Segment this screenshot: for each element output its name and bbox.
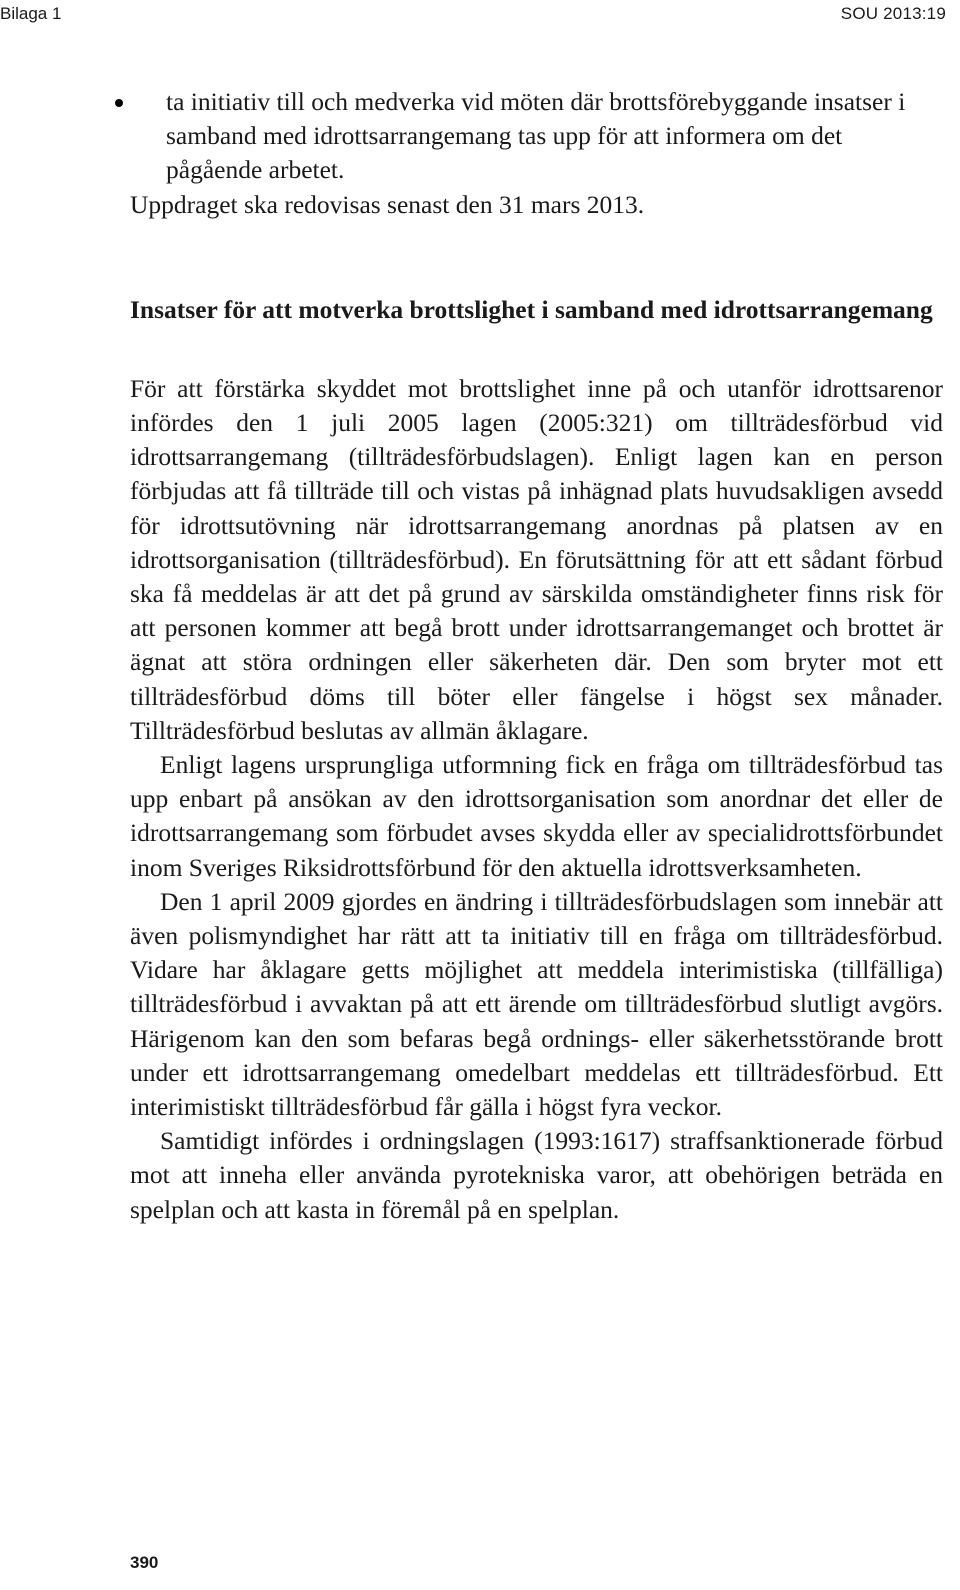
deadline-text: Uppdraget ska redovisas senast den 31 mars 2013. — [130, 189, 645, 219]
body-paragraph-4: Samtidigt infördes i ordningslagen (1993:1617) straffsanktionerade förbud mot att inneha eller använda pyrotekniska varor, att obehörigen beträda en spelplan och att kasta in föremål på en spelplan. — [130, 1126, 943, 1224]
body-paragraph-3: Den 1 april 2009 gjordes en ändring i tillträdesförbudslagen som innebär att även polismyndighet har rätt att ta initiativ till en fråga om tillträdesförbud. Vidare har åklagare getts möjlighet att meddela interimistiska (tillfälliga) tillträdesförbud i avvaktan på att ett ärende om tillträdesförbud slutligt avgörs. Härigenom kan den som befaras begå ordnings- eller säkerhetsstörande brott under ett idrottsarrangemang omedelbart meddelas ett tillträdesförbud. Ett interimistiskt tillträdesförbud får gälla i högst fyra veckor. — [130, 886, 943, 1122]
bullet-icon — [115, 99, 123, 107]
bullet-text: ta initiativ till och medverka vid möten där brottsförebyggande insatser i samband med idrottsarrangemang tas upp för att informera om det pågående arbetet. — [166, 87, 906, 185]
body-paragraph-1: För att förstärka skyddet mot brottslighet inne på och utanför idrottsarenor infördes den 1 juli 2005 lagen (2005:321) om tillträdesförbud vid idrottsarrangemang (tillträdesförbudslagen). Enligt lagen kan en person förbjudas att få tillträde till och vistas på inhägnad plats huvudsakligen avsedd för idrottsutövning när idrottsarrangemang anordnas på platsen av en idrottsorganisation (tillträdesförbud). En förutsättning för att ett sådant förbud ska få meddelas är att det på grund av särskilda omständigheter finns risk för att personen kommer att begå brott under idrottsarrangemanget och brottet är ägnat att störa ordningen eller säkerheten där. Den som bryter mot ett tillträdesförbud döms till böter eller fängelse i högst sex månader. Tillträdesförbud beslutas av allmän åklagare. — [130, 373, 943, 745]
running-header — [0, 4, 960, 28]
report-reference: SOU 2013:19 — [840, 4, 946, 23]
appendix-label: Bilaga 1 — [0, 4, 62, 23]
section-heading: Insatser för att motverka brottslighet i samband med idrottsarrangemang — [130, 294, 933, 324]
body-paragraph-2: Enligt lagens ursprungliga utformning fick en fråga om tillträdesförbud tas upp enbart på ansökan av den idrottsorganisation som anordnar det eller de idrottsarrangemang som förbudet avses skydda eller av specialidrottsförbundet inom Sveriges Riksidrottsförbund för den aktuella idrottsverksamheten. — [130, 750, 943, 882]
bullet-item — [130, 85, 943, 188]
bullet-list — [130, 85, 943, 188]
page-body — [130, 85, 943, 1227]
page-number: 390 — [130, 1553, 159, 1572]
